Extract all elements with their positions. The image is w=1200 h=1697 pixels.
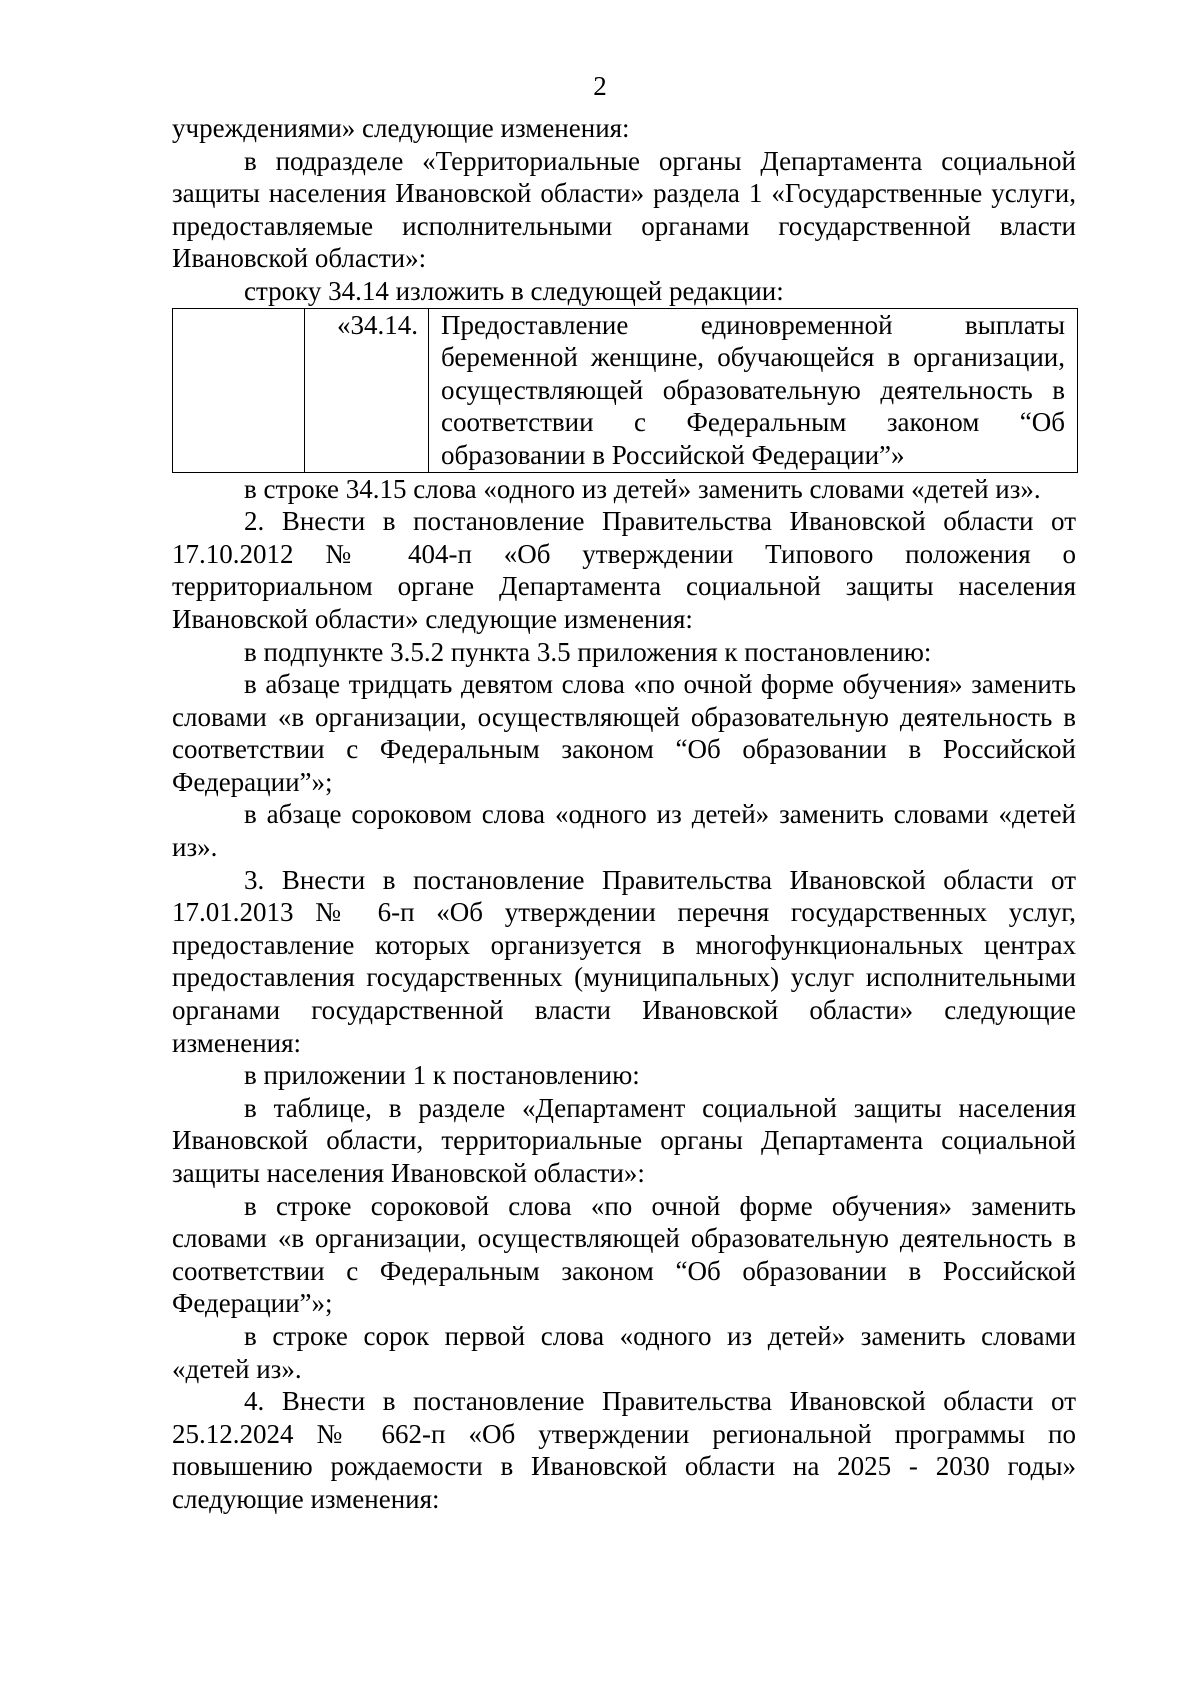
table-cell-service-name: Предоставление единовременной выплаты беременной женщине, обучающейся в организации, осуществляющей образовательную деятельность в соответствии с Федеральным законом “Об образовании в Российской Федерации”» [429,308,1078,472]
table-cell-row-number: «34.14. [305,308,429,472]
paragraph-row-41: в строке сорок первой слова «одного из детей» заменить словами «детей из». [172,1320,1076,1384]
paragraph-item-3: 3. Внести в постановление Правительства Ивановской области от 17.01.2013 № 6-п «Об утверждении перечня государственных услуг, предоставление которых организуется в многофункциональных центрах предоставления государственных (муниципальных) услуг исполнительными органами государственной власти Ивановской области» следующие изменения: [172,864,1076,1058]
paragraph-table-section: в таблице, в разделе «Департамент социальной защиты населения Ивановской области, территориальные органы Департамента социальной защиты населения Ивановской области»: [172,1092,1076,1188]
paragraph-row-40: в строке сороковой слова «по очной форме обучения» заменить словами «в организации, осуществляющей образовательную деятельность в соответствии с Федеральным законом “Об образовании в Российской Федерации”»; [172,1190,1076,1319]
paragraph-subsection-reference: в подразделе «Территориальные органы Департамента социальной защиты населения Ивановской области» раздела 1 «Государственные услуги, предоставляемые исполнительными органами государственной власти Ивановской области»: [172,145,1076,274]
paragraph-row-34-15: в строке 34.15 слова «одного из детей» заменить словами «детей из». [244,473,1041,504]
paragraph-item-2: 2. Внести в постановление Правительства Ивановской области от 17.10.2012 № 404-п «Об утверждении Типового положения о территориальном органе Департамента социальной защиты населения Ивановской области» следующие изменения: [172,506,1076,634]
page-number: 2 [593,71,607,101]
table-row [173,308,1078,472]
paragraph-abzac-40: в абзаце сороковом слова «одного из детей» заменить словами «детей из». [172,799,1076,863]
paragraph-appendix-1: в приложении 1 к постановлению: [244,1060,640,1091]
document-body [172,112,1076,1516]
table-cell-empty [173,308,305,472]
amended-row-table [172,308,1078,473]
paragraph-subitem-3-5-2: в подпункте 3.5.2 пункта 3.5 приложения к постановлению: [244,636,932,667]
paragraph-row-instruction: строку 34.14 изложить в следующей редакции: [244,275,784,306]
paragraph-item-4: 4. Внести в постановление Правительства Ивановской области от 25.12.2024 № 662-п «Об утверждении региональной программы по повышению рождаемости в Ивановской области на 2025 - 2030 годы» следующие изменения: [172,1386,1076,1514]
paragraph-continuation: учреждениями» следующие изменения: [172,113,630,143]
paragraph-abzac-39: в абзаце тридцать девятом слова «по очной форме обучения» заменить словами «в организации, осуществляющей образовательную деятельность в соответствии с Федеральным законом “Об образовании в Российской Федерации”»; [172,669,1076,797]
